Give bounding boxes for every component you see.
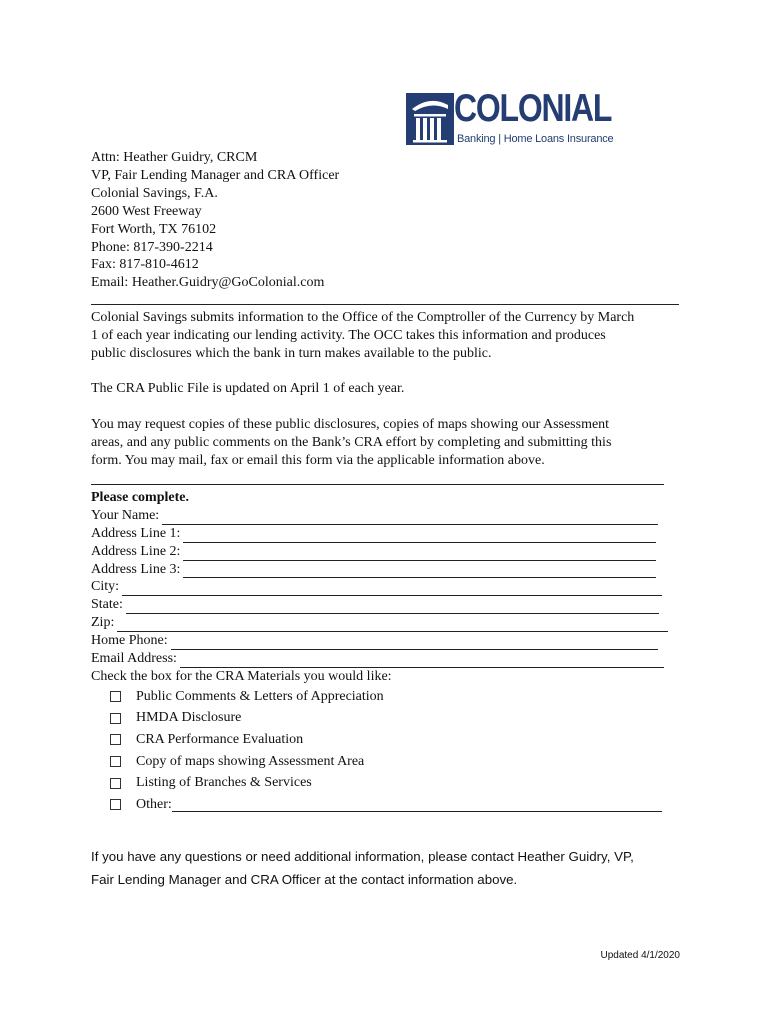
checkbox-label-maps: Copy of maps showing Assessment Area — [136, 753, 365, 769]
intro-line-2: 1 of each year indicating our lending activity. The OCC takes this information and produces — [91, 327, 606, 343]
request-paragraph — [91, 416, 611, 470]
request-line-3: form. You may mail, fax or email this form via the applicable information above. — [91, 452, 545, 468]
address3-row — [91, 561, 668, 579]
contact-email: Email: Heather.Guidry@GoColonial.com — [91, 275, 325, 291]
checkbox-label-cra-evaluation: CRA Performance Evaluation — [136, 731, 304, 747]
contact-phone: Phone: 817-390-2214 — [91, 239, 213, 255]
update-note: The CRA Public File is updated on April 1 of each year. — [91, 381, 405, 396]
address2-field[interactable] — [183, 548, 656, 561]
city-label: City: — [91, 579, 120, 595]
state-field[interactable] — [126, 601, 659, 614]
city-field[interactable] — [122, 583, 662, 596]
request-line-2: areas, and any public comments on the Bank’s CRA effort by completing and submitting this — [91, 434, 612, 450]
state-row — [91, 596, 668, 614]
address3-label: Address Line 3: — [91, 561, 181, 577]
checklist-item-public-comments[interactable] — [110, 686, 662, 708]
colonial-logo — [406, 87, 622, 147]
divider-form — [91, 484, 664, 485]
contact-fax: Fax: 817-810-4612 — [91, 257, 199, 273]
home-phone-field[interactable] — [171, 637, 658, 650]
intro-line-3: public disclosures which the bank in turn makes available to the public. — [91, 345, 492, 361]
check-prompt: Check the box for the CRA Materials you would like: — [91, 668, 392, 684]
divider-top — [91, 304, 679, 305]
closing-paragraph — [91, 845, 634, 891]
zip-label: Zip: — [91, 615, 115, 631]
address2-row — [91, 543, 668, 561]
checklist-item-hmda[interactable] — [110, 708, 662, 730]
email-field[interactable] — [180, 655, 664, 668]
address1-field[interactable] — [183, 530, 656, 543]
zip-row — [91, 614, 668, 632]
home-phone-label: Home Phone: — [91, 633, 168, 649]
contact-street: 2600 West Freeway — [91, 203, 202, 219]
updated-date: Updated 4/1/2020 — [600, 950, 680, 961]
checklist-item-branches[interactable] — [110, 772, 662, 794]
checklist-item-other[interactable] — [110, 794, 662, 816]
form-heading: Please complete. — [91, 489, 189, 505]
bank-columns-icon — [406, 93, 454, 145]
materials-checklist — [110, 686, 662, 816]
closing-line-1: If you have any questions or need additional information, please contact Heather Guidry, VP, — [91, 849, 634, 864]
checklist-item-maps[interactable] — [110, 751, 662, 773]
zip-field[interactable] — [117, 619, 668, 632]
closing-line-2: Fair Lending Manager and CRA Officer at the contact information above. — [91, 872, 518, 887]
checkbox-label-public-comments: Public Comments & Letters of Appreciation — [136, 688, 384, 704]
intro-paragraph — [91, 309, 634, 363]
contact-attn: Attn: Heather Guidry, CRCM — [91, 150, 258, 165]
address1-label: Address Line 1: — [91, 525, 181, 541]
checkbox-maps[interactable] — [110, 756, 121, 767]
contact-city-state-zip: Fort Worth, TX 76102 — [91, 221, 217, 237]
other-field[interactable] — [172, 798, 662, 812]
contact-title: VP, Fair Lending Manager and CRA Officer — [91, 167, 340, 183]
contact-block — [91, 149, 339, 292]
request-form — [91, 489, 668, 686]
checkbox-label-branches: Listing of Branches & Services — [136, 775, 312, 791]
city-row — [91, 578, 668, 596]
email-label: Email Address: — [91, 651, 177, 666]
checkbox-hmda[interactable] — [110, 713, 121, 724]
checkbox-public-comments[interactable] — [110, 691, 121, 702]
checkbox-branches[interactable] — [110, 778, 121, 789]
checkbox-label-other: Other: — [136, 796, 172, 812]
intro-line-1: Colonial Savings submits information to the Office of the Comptroller of the Currency by March — [91, 310, 635, 325]
address3-field[interactable] — [183, 565, 656, 578]
email-row — [91, 650, 668, 668]
contact-company: Colonial Savings, F.A. — [91, 185, 218, 201]
state-label: State: — [91, 597, 123, 613]
name-field[interactable] — [162, 512, 658, 525]
address2-label: Address Line 2: — [91, 543, 181, 559]
checkbox-label-hmda: HMDA Disclosure — [136, 710, 242, 726]
logo-tagline: Banking | Home Loans Insurance — [457, 133, 614, 145]
name-label: Your Name: — [91, 507, 160, 523]
checkbox-cra-evaluation[interactable] — [110, 734, 121, 745]
checklist-item-cra-evaluation[interactable] — [110, 729, 662, 751]
address1-row — [91, 525, 668, 543]
logo-wordmark: COLONIAL — [454, 87, 612, 130]
checkbox-other[interactable] — [110, 799, 121, 810]
request-line-1: You may request copies of these public disclosures, copies of maps showing our Assessment — [91, 417, 610, 432]
name-row — [91, 507, 668, 525]
home-phone-row — [91, 632, 668, 650]
